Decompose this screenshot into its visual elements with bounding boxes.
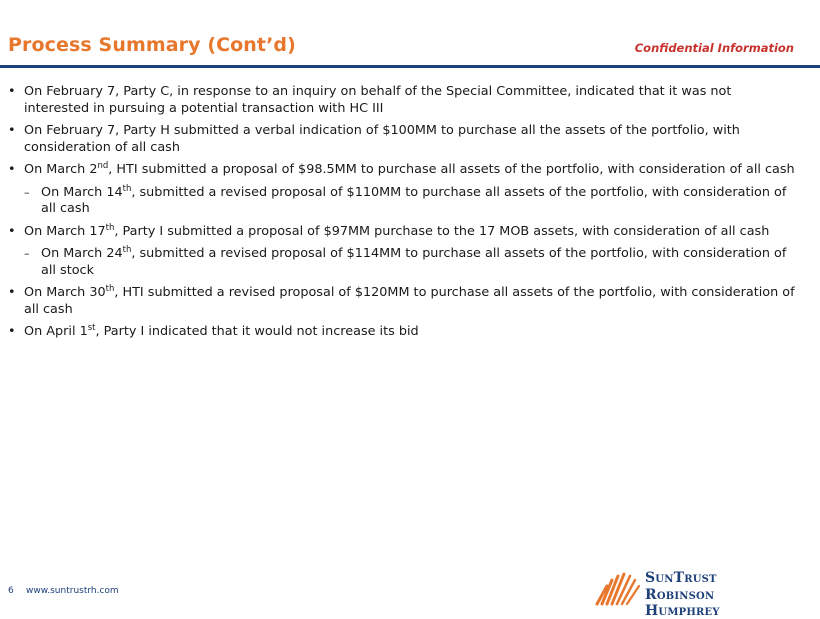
- bullet-item: [8, 324, 800, 341]
- sunburst-icon: [593, 570, 641, 606]
- bullet-item: [8, 162, 800, 179]
- company-logo: [593, 570, 793, 619]
- bullet-text: , HTI submitted a revised proposal of $120MM to purchase all assets of the portfolio, with consideration of all cash: [24, 285, 795, 317]
- bullet-marker: •: [8, 84, 16, 99]
- ordinal-suffix: th: [105, 284, 115, 294]
- bullet-text: On April 1: [24, 324, 88, 339]
- footer-url-link[interactable]: www.suntrustrh.com: [26, 586, 119, 596]
- bullet-text: On February 7, Party H submitted a verbal indication of $100MM to purchase all the assets of the portfolio, with consideration of all cash: [24, 123, 740, 155]
- bullet-item: [8, 224, 800, 241]
- logo-text-suntrust: SunTrust: [645, 570, 717, 586]
- bullet-text: On March 2: [24, 162, 98, 177]
- bullet-marker: •: [8, 223, 16, 239]
- bullet-item: [8, 84, 800, 117]
- ordinal-suffix: st: [87, 323, 96, 333]
- bullet-marker: •: [8, 123, 16, 138]
- sub-bullet-item: [8, 246, 800, 279]
- bullet-text: On March 24: [41, 246, 123, 261]
- bullet-text: On March 17: [24, 223, 106, 239]
- bullet-text: On February 7, Party C, in response to an inquiry on behalf of the Special Committee, indicated that it was not interested in pursuing a potential transaction with HC III: [24, 84, 732, 116]
- bullet-text: , submitted a revised proposal of $114MM to purchase all assets of the portfolio, with consideration of all stock: [41, 246, 787, 278]
- bullet-item: [8, 285, 800, 318]
- bullet-text: , submitted a revised proposal of $110MM to purchase all assets of the portfolio, with consideration of all cash: [41, 184, 787, 216]
- logo-text-robinson-humphrey: Robinson Humphrey: [645, 587, 720, 619]
- bullet-text: , Party I submitted a proposal of $97MM purchase to the 17 MOB assets, with consideration of all cash: [114, 223, 770, 239]
- dash-marker: –: [24, 185, 30, 199]
- bullet-text: On March 30: [24, 285, 106, 300]
- bullet-item: [8, 123, 800, 156]
- page-title: Process Summary (Cont’d): [8, 34, 296, 56]
- ordinal-suffix: nd: [97, 161, 109, 171]
- bullet-marker: •: [8, 324, 16, 339]
- page-number: 6: [8, 586, 14, 596]
- dash-marker: –: [24, 247, 30, 260]
- bullet-list: [8, 84, 800, 347]
- bullet-text: , HTI submitted a proposal of $98.5MM to purchase all assets of the portfolio, with consideration of all cash: [108, 162, 795, 177]
- ordinal-suffix: th: [105, 222, 115, 233]
- bullet-marker: •: [8, 285, 16, 300]
- bullet-text: , Party I indicated that it would not increase its bid: [95, 324, 419, 339]
- confidential-label: Confidential Information: [634, 41, 794, 55]
- ordinal-suffix: th: [122, 183, 132, 194]
- bullet-marker: •: [8, 162, 16, 177]
- ordinal-suffix: th: [122, 245, 132, 255]
- bullet-text: On March 14: [41, 184, 123, 200]
- sub-bullet-item: [8, 185, 800, 218]
- header-rule: [0, 65, 820, 68]
